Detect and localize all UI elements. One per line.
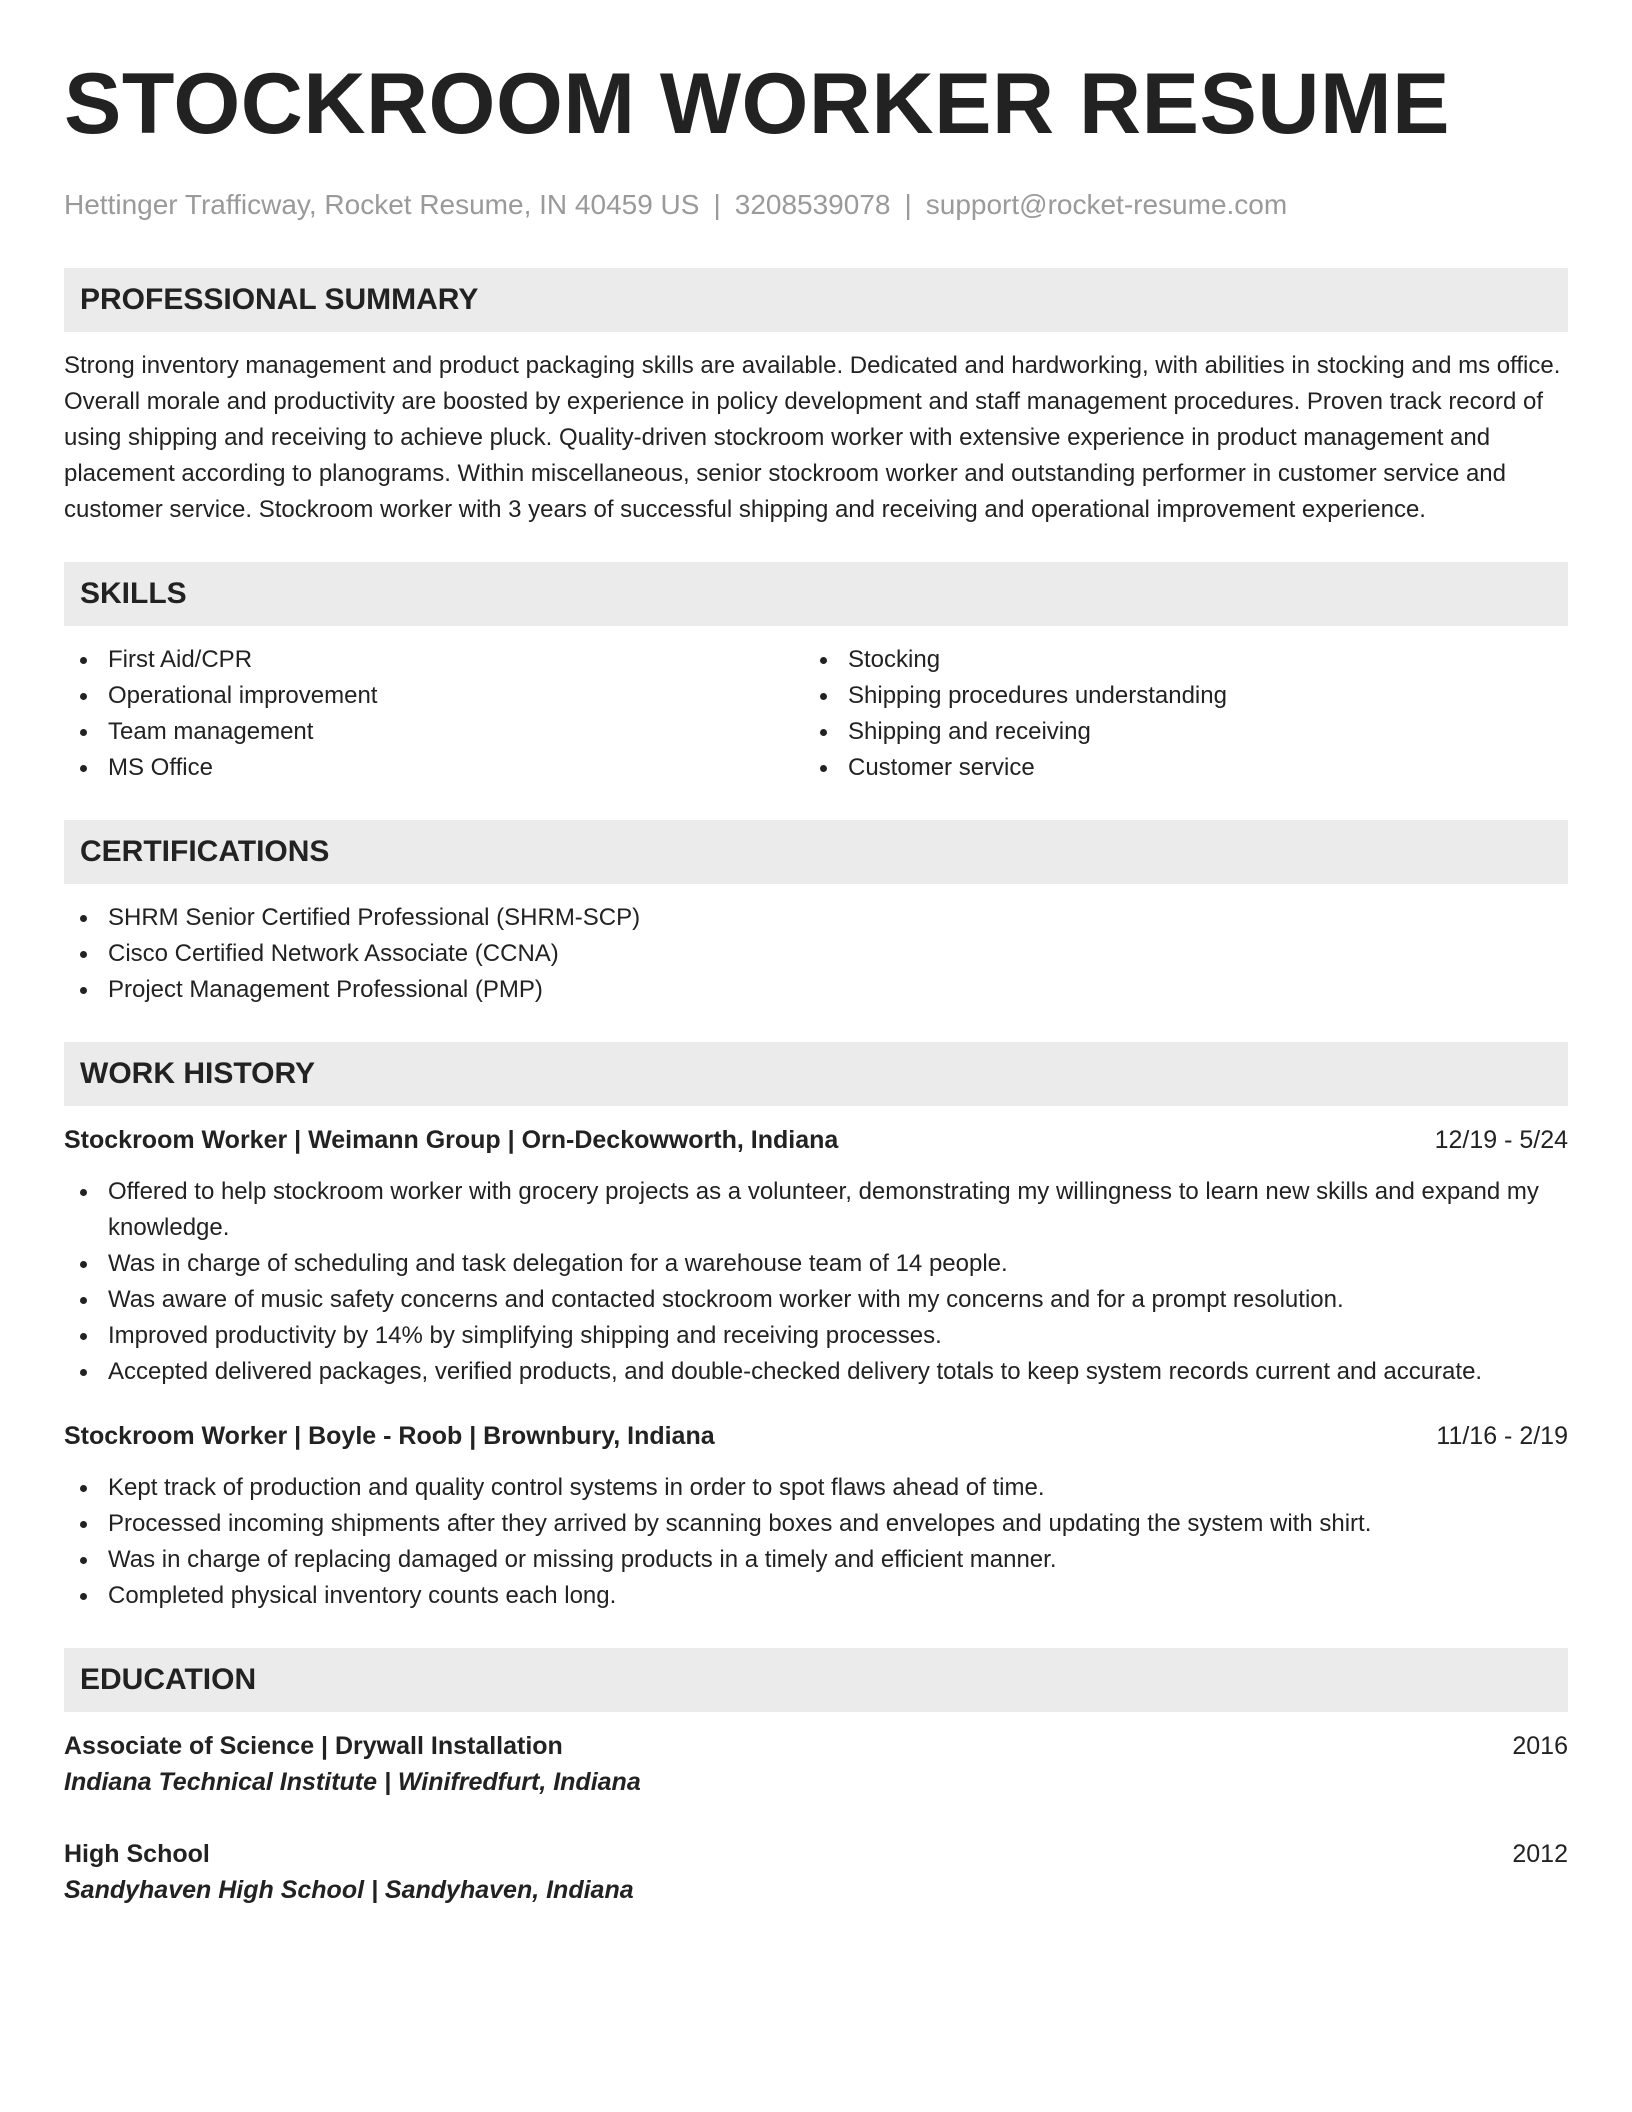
job-title: Stockroom Worker | Boyle - Roob | Brownbury, Indiana bbox=[64, 1422, 715, 1450]
job-bullet: Was in charge of scheduling and task delegation for a warehouse team of 14 people. bbox=[64, 1246, 1568, 1282]
skills-column-left bbox=[64, 642, 804, 786]
education-degree: High School bbox=[64, 1840, 210, 1868]
job-bullets bbox=[64, 1174, 1568, 1390]
skill-item: MS Office bbox=[64, 750, 804, 786]
job-title: Stockroom Worker | Weimann Group | Orn-Deckowworth, Indiana bbox=[64, 1126, 839, 1154]
job-header bbox=[64, 1122, 1568, 1158]
contact-email: support@rocket-resume.com bbox=[925, 189, 1288, 220]
job-entry bbox=[64, 1122, 1568, 1390]
certification-item: SHRM Senior Certified Professional (SHRM-SCP) bbox=[64, 900, 1568, 936]
contact-line bbox=[64, 188, 1568, 222]
job-header bbox=[64, 1418, 1568, 1454]
job-entry bbox=[64, 1418, 1568, 1614]
skill-item: Customer service bbox=[804, 750, 1544, 786]
education-school: Indiana Technical Institute | Winifredfurt, Indiana bbox=[64, 1768, 641, 1796]
skill-item: Shipping and receiving bbox=[804, 714, 1544, 750]
resume-title: STOCKROOM WORKER RESUME bbox=[64, 56, 1450, 152]
education-header bbox=[64, 1728, 1568, 1764]
job-dates: 12/19 - 5/24 bbox=[1434, 1126, 1568, 1154]
job-bullets bbox=[64, 1470, 1568, 1614]
job-bullet: Accepted delivered packages, verified products, and double-checked delivery totals to keep system records current and accurate. bbox=[64, 1354, 1568, 1390]
job-bullet: Was in charge of replacing damaged or missing products in a timely and efficient manner. bbox=[64, 1542, 1568, 1578]
certification-item: Cisco Certified Network Associate (CCNA) bbox=[64, 936, 1568, 972]
skill-item: Shipping procedures understanding bbox=[804, 678, 1544, 714]
contact-address: Hettinger Trafficway, Rocket Resume, IN 40459 US bbox=[64, 189, 700, 220]
section-heading-work-history: WORK HISTORY bbox=[64, 1042, 1568, 1106]
summary-text: Strong inventory management and product packaging skills are available. Dedicated and hardworking, with abilities in stocking and ms office. Overall morale and productivity are boosted by experience in policy development and staff management procedures. Proven track record of using shipping and receiving to achieve pluck. Quality-driven stockroom worker with extensive experience in product management and placement according to planograms. Within miscellaneous, senior stockroom worker and outstanding performer in customer service and customer service. Stockroom worker with 3 years of successful shipping and receiving and operational improvement experience. bbox=[64, 352, 1561, 523]
section-heading-education: EDUCATION bbox=[64, 1648, 1568, 1712]
skill-item: Stocking bbox=[804, 642, 1544, 678]
section-heading-certifications: CERTIFICATIONS bbox=[64, 820, 1568, 884]
job-dates: 11/16 - 2/19 bbox=[1436, 1422, 1568, 1450]
job-bullet: Completed physical inventory counts each long. bbox=[64, 1578, 1568, 1614]
skill-item: Team management bbox=[64, 714, 804, 750]
job-bullet: Kept track of production and quality control systems in order to spot flaws ahead of time. bbox=[64, 1470, 1568, 1506]
skill-item: First Aid/CPR bbox=[64, 642, 804, 678]
education-degree: Associate of Science | Drywall Installation bbox=[64, 1732, 563, 1760]
section-heading-summary: PROFESSIONAL SUMMARY bbox=[64, 268, 1568, 332]
contact-separator: | bbox=[713, 189, 721, 220]
skills-list bbox=[64, 642, 1568, 786]
certifications-list bbox=[64, 900, 1568, 1008]
education-school: Sandyhaven High School | Sandyhaven, Indiana bbox=[64, 1876, 634, 1904]
skills-column-right bbox=[804, 642, 1544, 786]
contact-phone: 3208539078 bbox=[734, 189, 891, 220]
education-year: 2016 bbox=[1512, 1732, 1568, 1760]
job-bullet: Offered to help stockroom worker with grocery projects as a volunteer, demonstrating my willingness to learn new skills and expand my knowledge. bbox=[64, 1174, 1568, 1246]
education-entry bbox=[64, 1728, 1568, 1800]
job-bullet: Processed incoming shipments after they arrived by scanning boxes and envelopes and updating the system with shirt. bbox=[64, 1506, 1568, 1542]
education-entry bbox=[64, 1836, 1568, 1908]
job-bullet: Was aware of music safety concerns and contacted stockroom worker with my concerns and for a prompt resolution. bbox=[64, 1282, 1568, 1318]
education-year: 2012 bbox=[1512, 1840, 1568, 1868]
job-bullet: Improved productivity by 14% by simplifying shipping and receiving processes. bbox=[64, 1318, 1568, 1354]
education-header bbox=[64, 1836, 1568, 1872]
skill-item: Operational improvement bbox=[64, 678, 804, 714]
contact-separator: | bbox=[904, 189, 912, 220]
certification-item: Project Management Professional (PMP) bbox=[64, 972, 1568, 1008]
section-heading-skills: SKILLS bbox=[64, 562, 1568, 626]
